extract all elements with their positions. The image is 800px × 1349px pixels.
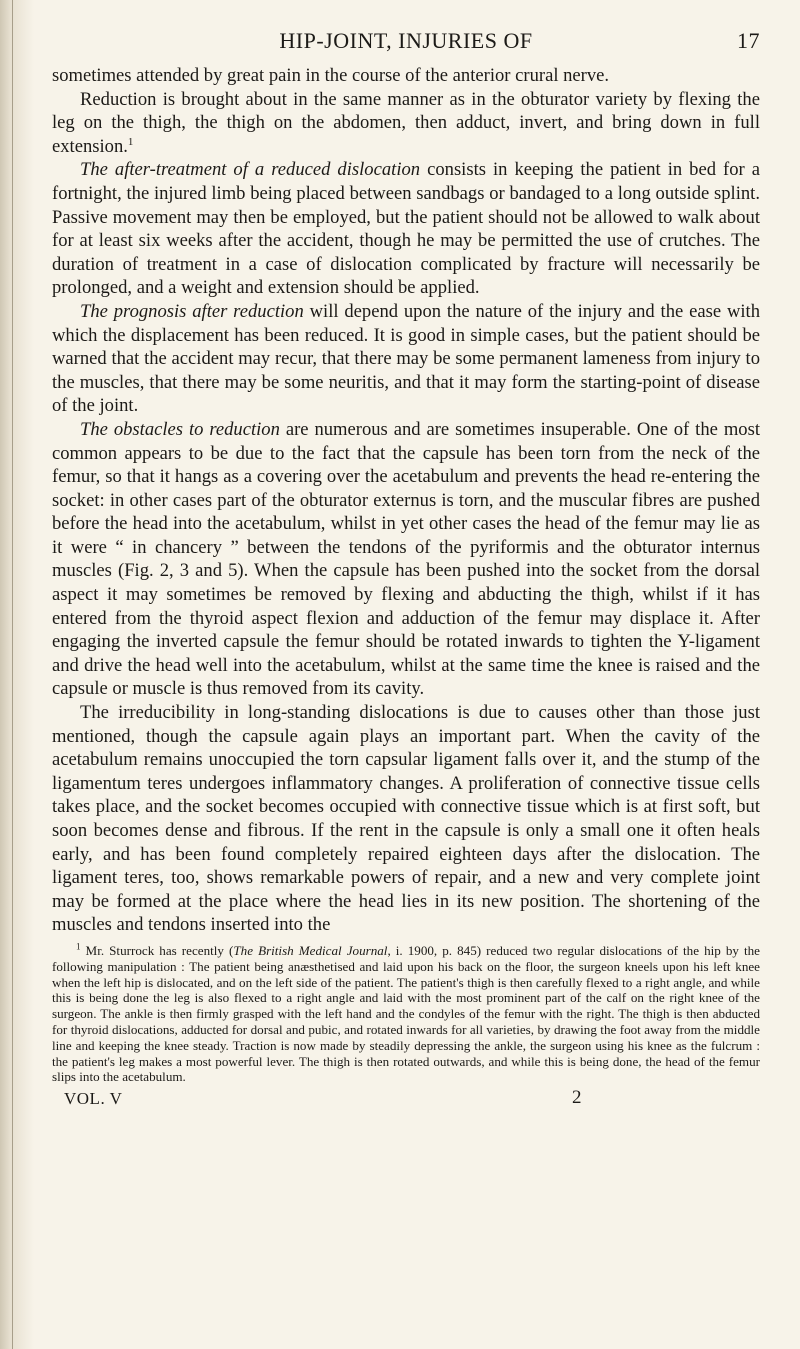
running-head [52, 20, 760, 64]
book-page [52, 20, 760, 1109]
paragraph-lead-italic: The after-treatment of a reduced dislocation [80, 159, 421, 181]
footnote-reference[interactable]: 1 [127, 135, 134, 148]
volume-label: VOL. V [64, 1089, 123, 1109]
page-number: 17 [737, 28, 760, 53]
footnotes [52, 943, 760, 1085]
running-head-title: HIP-JOINT, INJURIES OF [279, 28, 533, 53]
paragraph-continuation: sometimes attended by great pain in the course of the anterior crural nerve. [52, 65, 610, 86]
footnote-mark: 1 [76, 941, 81, 952]
binding-line [12, 0, 13, 1349]
footnote: $^1$ Mr. Sturrock has recently (The British Medical Journal, i. 1900, p. 845) reduced two regular dislocations of the hip by the following manipulation : The patient being anæsthetised and laid upon his back on the floor, the surgeon kneels upon his left knee when the left hip is dislocated, and on the left side of the patient. The patient's thigh is then carefully flexed to a right angle, and while this is being done the leg is also flexed to a right angle and laid with the most prominent part of the calf on the right knee of the surgeon. The ankle is then firmly grasped with the left hand and the condyles of the femur with the right. The thigh is then abducted for thyroid dislocations, adducted for dorsal and pubic, and rotated inwards for all varieties, by drawing the foot away from the middle line and keeping the knee steady. Traction is now made by steadily depressing the ankle, the surgeon using his knee as the fulcrum : the patient's leg makes a most powerful lever. The thigh is then rotated outwards, and while this is being done, the head of the femur slips into the acetabulum. [52, 941, 760, 1085]
journal-title: The British Medical Journal [233, 942, 388, 958]
paragraph-lead-italic: The prognosis after reduction [80, 300, 304, 322]
paragraph-reduction: Reduction is brought about in the same manner as in the obturator variety by flexing the leg on the thigh, the thigh on the abdomen, then adduct, invert, and bring down in full extension.$^1$ [52, 88, 760, 157]
paragraph-lead-italic: The obstacles to reduction [80, 418, 280, 440]
signature-mark: 2 [572, 1087, 582, 1109]
page-footer [52, 1087, 760, 1109]
paragraph-irreducibility: The irreducibility in long-standing dislocations is due to causes other than those just mentioned, though the capsule again plays an important part. When the cavity of the acetabulum remains unoccupied the torn capsular ligament falls over it, and the stump of the ligamentum teres undergoes inflammatory changes. A proliferation of connective tissue cells takes place, and the socket becomes occupied with connective tissue which is at first soft, but soon becomes dense and fibrous. If the rent in the capsule is only a small one it often heals early, and has been found completely repaired eighteen days after the dislocation. The ligament teres, too, shows remarkable powers of repair, and a new and very complete joint may be formed at the place where the head lies in its new position. The shortening of the muscles and tendons inserted into the [52, 702, 760, 936]
body-text [52, 64, 760, 937]
paragraph-after-treatment: The after-treatment of a reduced dislocation consists in keeping the patient in bed for a fortnight, the injured limb being placed between sandbags or bandaged to a long outside splint. Passive movement may then be employed, but the patient should not be allowed to walk about for at least six weeks after the accident, though he may be permitted the use of crutches. The duration of treatment in a case of dislocation complicated by fracture will necessarily be prolonged, and a weight and extension should be applied. [52, 159, 760, 299]
binding-shadow [0, 0, 34, 1349]
paragraph-prognosis: The prognosis after reduction will depend upon the nature of the injury and the ease with which the displacement has been reduced. It is good in simple cases, but the patient should be warned that the accident may recur, that there may be some permanent lameness from injury to the muscles, that there may be some neuritis, and that it may form the starting-point of disease of the joint. [52, 300, 760, 417]
paragraph-obstacles: The obstacles to reduction are numerous and are sometimes insuperable. One of the most common appears to be due to the fact that the capsule has been torn from the neck of the femur, so that it hangs as a covering over the acetabulum and prevents the head re-entering the socket: in other cases part of the obturator externus is torn, and the muscular fibres are pushed before the head into the acetabulum, whilst in yet other cases the head of the femur may lie as it were “ in chancery ” between the tendons of the pyriformis and the obturator internus muscles (Fig. 2, 3 and 5). When the capsule has been pushed into the socket from the dorsal aspect it may sometimes be removed by flexing and abducting the thigh, whilst if it has entered from the thyroid aspect flexion and adduction of the femur may displace it. After engaging the inverted capsule the femur should be rotated inwards to tighten the Y-ligament and drive the head well into the acetabulum, whilst at the same time the knee is raised and the capsule or muscle is thus removed from its cavity. [52, 418, 760, 700]
